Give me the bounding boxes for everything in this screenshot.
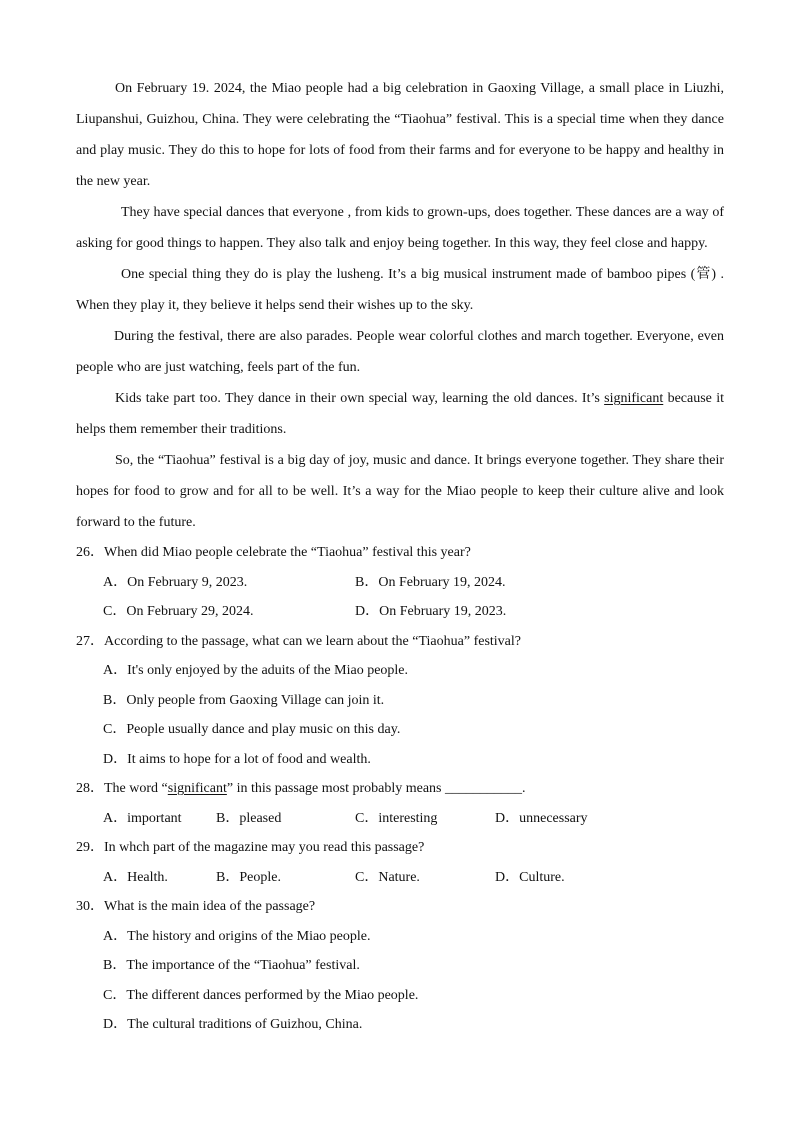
question-28-options [76,804,724,834]
question-29-options [76,863,724,893]
stem-text: ” in this passage most probably means ___________. [226,781,526,796]
passage-paragraph-4: During the festival, there are also parades. People wear colorful clothes and march together. Everyone, even people who are just watching, feels part of the fun. [76,329,724,375]
option-d[interactable]: D．unnecessary [495,810,588,826]
option-c[interactable]: C．People usually dance and play music on this day. [103,722,401,737]
option-d[interactable]: D．It aims to hope for a lot of food and wealth. [103,751,371,767]
stem-text: 28．The word “ [76,781,168,796]
option-a[interactable]: A．Health. [103,869,168,885]
option-b[interactable]: B．The importance of the “Tiaohua” festival. [103,958,360,973]
passage-paragraph-6: So, the “Tiaohua” festival is a big day of joy, music and dance. It brings everyone together. They share their hopes for food to grow and for all to be well. It’s a way for the Miao people to keep their culture alive and look forward to the future. [76,453,724,530]
underlined-word: significant [167,781,227,796]
question-29-stem: 29．In whch part of the magazine may you read this passage? [76,840,425,855]
option-c[interactable]: C．Nature. [355,869,420,885]
question-26-stem: 26．When did Miao people celebrate the “Tiaohua” festival this year? [76,545,471,560]
question-26-options-row-2 [76,597,724,627]
option-b[interactable]: B．On February 19, 2024. [355,574,506,590]
question-28-stem [76,774,724,804]
question-26-options-row-1 [76,568,724,598]
option-b[interactable]: B．pleased [216,810,282,826]
option-a[interactable]: A．On February 9, 2023. [103,574,248,590]
passage-paragraph-1: On February 19. 2024, the Miao people had a big celebration in Gaoxing Village, a small place in Liuzhi, Liupanshui, Guizhou, China. They were celebrating the “Tiaohua” festival. This is a special time when they dance and play music. They do this to hope for lots of food from their farms and for everyone to be happy and healthy in the new year. [76,81,724,189]
option-d[interactable]: D．Culture. [495,869,565,885]
option-c[interactable]: C．interesting [355,810,438,826]
passage-paragraph-5 [76,383,724,445]
worksheet-page [76,73,724,1040]
underlined-word: significant [604,391,664,406]
question-30-stem: 30．What is the main idea of the passage? [76,899,316,914]
passage-text: Kids take part too. They dance in their own special way, learning the old dances. It’s [115,391,605,406]
option-a[interactable]: A．The history and origins of the Miao people. [103,928,371,944]
option-d[interactable]: D．The cultural traditions of Guizhou, China. [103,1017,363,1032]
option-a[interactable]: A．It's only enjoyed by the aduits of the Miao people. [103,663,409,678]
passage-text: because it helps them remember their traditions. [76,391,724,437]
option-b[interactable]: B．Only people from Gaoxing Village can join it. [103,692,385,708]
option-a[interactable]: A．important [103,810,182,826]
option-b[interactable]: B．People. [216,869,281,885]
passage-paragraph-2: They have special dances that everyone , from kids to grown-ups, does together. These dances are a way of asking for good things to happen. They also talk and enjoy being together. In this way, they feel close and happy. [76,205,724,251]
passage-paragraph-3: One special thing they do is play the lusheng. It’s a big musical instrument made of bamboo pipes (管) . When they play it, they believe it helps send their wishes up to the sky. [76,267,724,313]
option-c[interactable]: C．The different dances performed by the Miao people. [103,987,419,1003]
option-c[interactable]: C．On February 29, 2024. [103,604,254,619]
option-d[interactable]: D．On February 19, 2023. [355,604,507,619]
question-27-stem: 27．According to the passage, what can we learn about the “Tiaohua” festival? [76,633,521,649]
